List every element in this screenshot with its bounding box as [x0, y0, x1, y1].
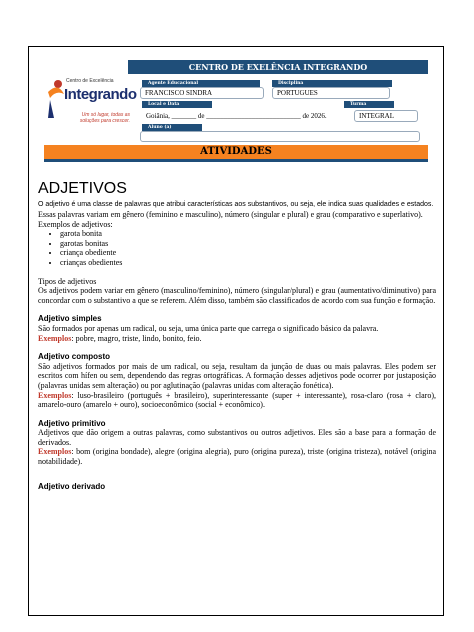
logo-small-text: Centro de Excelência	[66, 78, 114, 84]
agente-label: Agente Educacional	[142, 80, 260, 87]
turma-field[interactable]: INTEGRAL	[354, 110, 418, 122]
simples-heading: Adjetivo simples	[38, 314, 102, 324]
primitivo-paragraph: Adjetivos que dão origem a outras palavras, como substantivos ou outros adjetivos. Eles são a base para a formação de derivados.	[38, 428, 436, 447]
content	[38, 180, 436, 491]
atividades-banner: ATIVIDADES	[44, 145, 428, 159]
examples-label: Exemplos	[38, 447, 72, 457]
variation-paragraph: Essas palavras variam em gênero (feminino e masculino), número (singular e plural) e grau (comparativo e superlativo).	[38, 210, 423, 219]
page-title: ADJETIVOS	[38, 180, 127, 197]
list-item: • garota bonita	[60, 229, 436, 239]
local-date-field[interactable]: Goiânia, _______ de ___________________________ de 2026.	[146, 112, 327, 120]
integrando-logo	[44, 78, 137, 138]
list-item: • garotas bonitas	[60, 239, 436, 249]
examples-label: Exemplos	[38, 390, 72, 400]
examples-list	[38, 229, 436, 267]
disciplina-label: Disciplina	[272, 80, 392, 87]
aluno-field[interactable]	[140, 131, 420, 142]
primitivo-heading: Adjetivo primitivo	[38, 418, 106, 428]
simples-paragraph: São formados por apenas um radical, ou seja, uma única parte que carrega o significado básico da palavra.	[38, 323, 379, 333]
composto-heading: Adjetivo composto	[38, 352, 111, 362]
header-underline	[44, 159, 428, 162]
logo-tagline: Um só lugar, todas as soluções para crescer.	[79, 112, 130, 124]
institution-banner: CENTRO DE EXELÊNCIA INTEGRANDO	[128, 60, 428, 74]
definition-paragraph: O adjetivo é uma classe de palavras que atribui características aos substantivos, ou seja, ele indica suas qualidades e estados.	[38, 201, 434, 208]
disciplina-field[interactable]: PORTUGUES	[272, 87, 390, 99]
derivado-heading: Adjetivo derivado	[38, 481, 106, 491]
aluno-label: Aluno (a)	[142, 124, 202, 131]
composto-paragraph: São adjetivos formados por mais de um radical, ou seja, resultam da junção de duas ou mais palavras. Eles podem ser escritos com hífen ou sem, dependendo das regras ortográficas. A formação desses adjetivos pode ocorrer por justaposição (palavras unidas sem alteração) ou por aglutinação (palavras unidas com alteração fonética).	[38, 361, 436, 390]
turma-label: Turma	[344, 101, 394, 108]
composto-examples: Exemplos: luso-brasileiro (português + brasileiro), superinteressante (super + interessante), rosa-claro (rosa + claro), amarelo-ouro (amarelo + ouro), socioeconômico (social + econômico).	[38, 390, 436, 410]
tipos-paragraph: Os adjetivos podem variar em gênero (masculino/feminino), número (singular/plural) e grau (aumentativo/diminutivo) para concordar com o substantivo a que se referem. Além disso, também são classificados de acordo com sua função e formação.	[38, 286, 436, 305]
logo-name: Integrando	[64, 86, 137, 103]
simples-examples: Exemplos: pobre, magro, triste, lindo, bonito, feio.	[38, 333, 202, 343]
primitivo-examples: Exemplos: bom (origina bondade), alegre (origina alegria), puro (origina pureza), triste (origina tristeza), notável (origina notabilidade).	[38, 447, 436, 467]
logo-mark-icon	[44, 78, 66, 118]
local-label: Local e Data	[142, 101, 212, 108]
agente-field[interactable]: FRANCISCO SINDRA	[140, 87, 264, 99]
list-item: • crianças obedientes	[60, 258, 436, 268]
examples-label: Exemplos	[38, 333, 72, 343]
examples-title: Exemplos de adjetivos:	[38, 219, 113, 229]
tipos-title: Tipos de adjetivos	[38, 276, 97, 286]
list-item: • criança obediente	[60, 248, 436, 258]
